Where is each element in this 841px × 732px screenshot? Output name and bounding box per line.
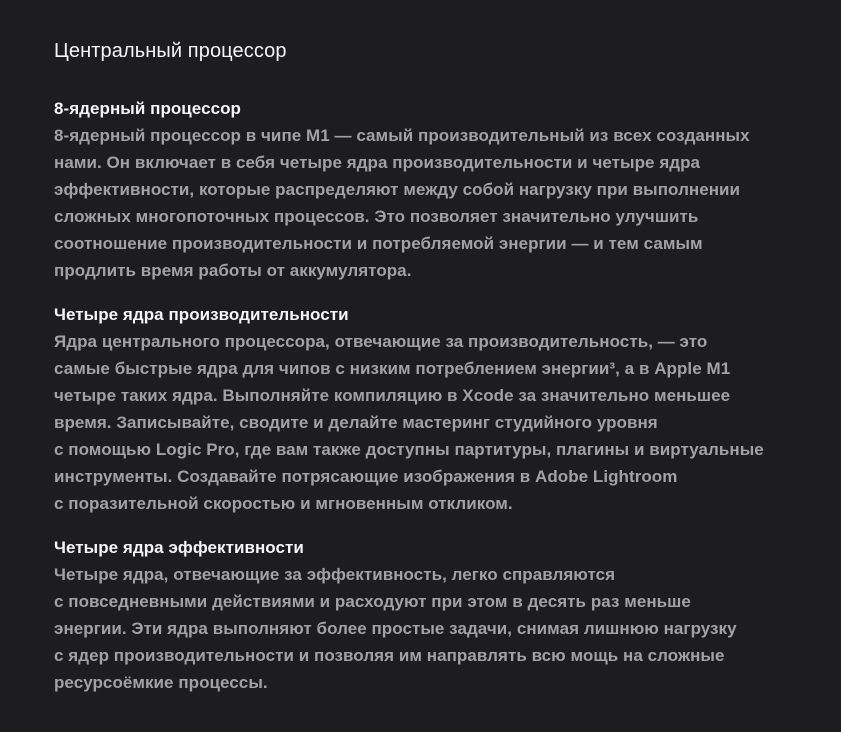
section-heading: 8-ядерный процессор	[54, 99, 241, 118]
section-body	[54, 328, 801, 517]
body-line: время. Записывайте, сводите и делайте мастеринг студийного уровня	[54, 413, 658, 432]
body-line: 8-ядерный процессор в чипе M1 — самый производительный из всех созданных	[54, 126, 750, 145]
body-line: эффективности, которые распределяют между собой нагрузку при выполнении	[54, 180, 741, 199]
section-8-core-cpu	[54, 95, 801, 284]
body-line: Ядра центрального процессора, отвечающие за производительность, — это	[54, 332, 708, 351]
section-heading: Четыре ядра производительности	[54, 305, 349, 324]
section-performance-cores	[54, 301, 801, 517]
section-body	[54, 122, 801, 284]
body-line: с ядер производительности и позволяя им направлять всю мощь на сложные	[54, 646, 725, 665]
section-efficiency-cores	[54, 534, 801, 696]
body-line: с повседневными действиями и расходуют при этом в десять раз меньше	[54, 592, 691, 611]
page-title: Центральный процессор	[54, 40, 287, 62]
body-line: энергии. Эти ядра выполняют более простые задачи, снимая лишнюю нагрузку	[54, 619, 737, 638]
body-line: с поразительной скоростью и мгновенным откликом.	[54, 494, 513, 513]
body-line: с помощью Logic Pro, где вам также доступны партитуры, плагины и виртуальные	[54, 440, 764, 459]
body-line: ресурсоёмкие процессы.	[54, 673, 268, 692]
body-line: самые быстрые ядра для чипов с низким потреблением энергии³, а в Apple M1	[54, 359, 731, 378]
section-heading: Четыре ядра эффективности	[54, 538, 304, 557]
body-line: соотношение производительности и потребляемой энергии — и тем самым	[54, 234, 703, 253]
body-line: продлить время работы от аккумулятора.	[54, 261, 412, 280]
section-body	[54, 561, 801, 696]
body-line: четыре таких ядра. Выполняйте компиляцию в Xcode за значительно меньшее	[54, 386, 731, 405]
body-line: Четыре ядра, отвечающие за эффективность, легко справляются	[54, 565, 616, 584]
body-line: нами. Он включает в себя четыре ядра производительности и четыре ядра	[54, 153, 701, 172]
body-line: сложных многопоточных процессов. Это позволяет значительно улучшить	[54, 207, 699, 226]
body-line: инструменты. Создавайте потрясающие изображения в Adobe Lightroom	[54, 467, 678, 486]
